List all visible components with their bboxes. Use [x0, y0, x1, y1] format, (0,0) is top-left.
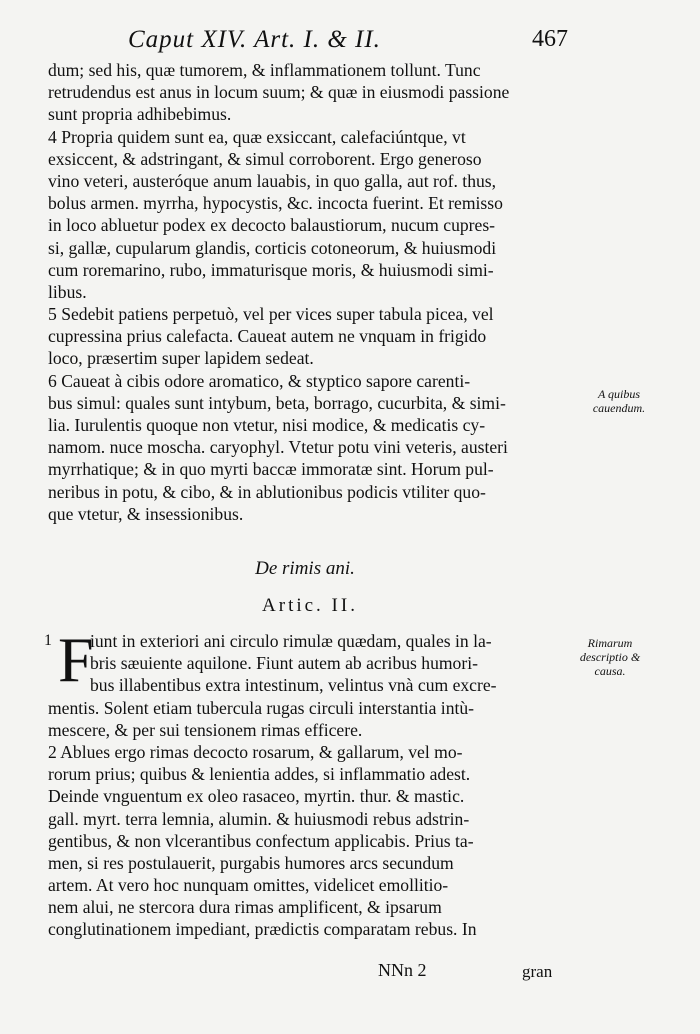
- text-line: retrudendus est anus in locum suum; & quæ in eiusmodi passione: [48, 82, 510, 103]
- text-line: lia. Iurulentis quoque non vtetur, nisi modice, & medicatis cy-: [48, 415, 486, 435]
- text-line: men, si res postulauerit, purgabis humores arcs secundum: [48, 852, 454, 873]
- section-heading: De rimis ani.: [255, 558, 355, 579]
- text-line: dum; sed his, quæ tumorem, & inflammationem tollunt. Tunc: [48, 60, 481, 80]
- text-line: gentibus, & non vlcerantibus confectum applicabis. Prius ta-: [48, 830, 474, 851]
- text-line: que vtetur, & insessionibus.: [48, 503, 244, 524]
- text-line: bus illabentibus extra intestinum, velintus vnà cum excre-: [90, 675, 497, 696]
- article-heading: Artic. II.: [262, 595, 358, 616]
- text-line: 2 Ablues ergo rimas decocto rosarum, & gallarum, vel mo-: [48, 741, 463, 762]
- text-line: vino veteri, austeróque anum lauabis, in quo galla, aut rof. thus,: [48, 170, 497, 191]
- running-head: [128, 26, 568, 56]
- text-line: in loco abluetur podex ex decocto balaustiorum, nucum cupres-: [48, 215, 496, 236]
- margin-note-a-quibus: [584, 387, 654, 415]
- text-line: artem. At vero hoc nunquam omittes, videlicet emollitio-: [48, 875, 449, 896]
- text-line: gall. myrt. terra lemnia, alumin. & huiusmodi rebus adstrin-: [48, 808, 470, 829]
- text-line: mentis. Solent etiam tubercula rugas circuli interstantia intù-: [48, 697, 475, 718]
- margin-note-line: descriptio &: [579, 650, 641, 664]
- margin-note-line: cauendum.: [592, 401, 646, 415]
- text-line: 4 Propria quidem sunt ea, quæ exsiccant, calefaciúntque, vt: [48, 126, 466, 147]
- page-number: 467: [532, 26, 568, 52]
- text-line: 6 Caueat à cibis odore aromatico, & styptico sapore carenti-: [48, 370, 471, 391]
- text-line: mescere, & per sui tensionem rimas efficere.: [48, 719, 363, 740]
- body-text: [48, 59, 568, 525]
- text-line: bus simul: quales sunt intybum, beta, borrago, cucurbita, & simi-: [48, 392, 506, 413]
- margin-note-rimarum: [570, 636, 650, 678]
- text-line: exsiccent, & adstringant, & simul corroborent. Ergo generoso: [48, 148, 482, 169]
- text-line: cupressina prius calefacta. Caueat autem ne vnquam in frigido: [48, 326, 487, 347]
- text-line: sunt propria adhibebimus.: [48, 104, 232, 125]
- chapter-title: Caput XIV. Art. I. & II.: [128, 26, 381, 53]
- text-line: loco, præsertim super lapidem sedeat.: [48, 348, 314, 369]
- text-line: namom. nuce moscha. caryophyl. Vtetur potu vini veteris, austeri: [48, 437, 508, 458]
- margin-note-line: Rimarum: [587, 636, 633, 650]
- text-line: cum roremarino, rubo, immaturisque moris, & huiusmodi simi-: [48, 259, 494, 280]
- signature-mark: NNn 2: [378, 960, 427, 980]
- catchword: gran: [522, 962, 553, 981]
- text-line: 5 Sedebit patiens perpetuò, vel per vices super tabula picea, vel: [48, 304, 494, 325]
- text-line: conglutinationem impediant, prædictis comparatam rebus. In: [48, 919, 477, 940]
- drop-cap: F: [58, 624, 94, 695]
- text-line: bolus armen. myrrha, hypocystis, &c. incocta fuerint. Et remisso: [48, 193, 503, 214]
- text-line: Deinde vnguentum ex oleo rasaceo, myrtin. thur. & mastic.: [48, 786, 465, 807]
- text-line: nem alui, ne stercora dura rimas amplificent, & ipsarum: [48, 897, 442, 918]
- text-line: neribus in potu, & cibo, & in ablutionibus podicis vtiliter quo-: [48, 481, 486, 502]
- margin-note-line: A quibus: [597, 387, 641, 401]
- article-number: 1: [44, 632, 52, 649]
- margin-note-line: causa.: [594, 664, 626, 678]
- text-line: rorum prius; quibus & lenientia addes, si inflammatio adest.: [48, 764, 471, 785]
- text-line: libus.: [48, 281, 87, 302]
- text-line: iunt in exteriori ani circulo rimulæ quædam, quales in la-: [90, 631, 492, 651]
- article-text: [48, 624, 570, 941]
- text-line: myrrhatique; & in quo myrti baccæ immoratæ sint. Horum pul-: [48, 459, 494, 480]
- text-line: si, gallæ, cupularum glandis, corticis cotoneorum, & huiusmodi: [48, 237, 497, 258]
- text-line: bris sæuiente aquilone. Fiunt autem ab acribus humori-: [90, 653, 478, 674]
